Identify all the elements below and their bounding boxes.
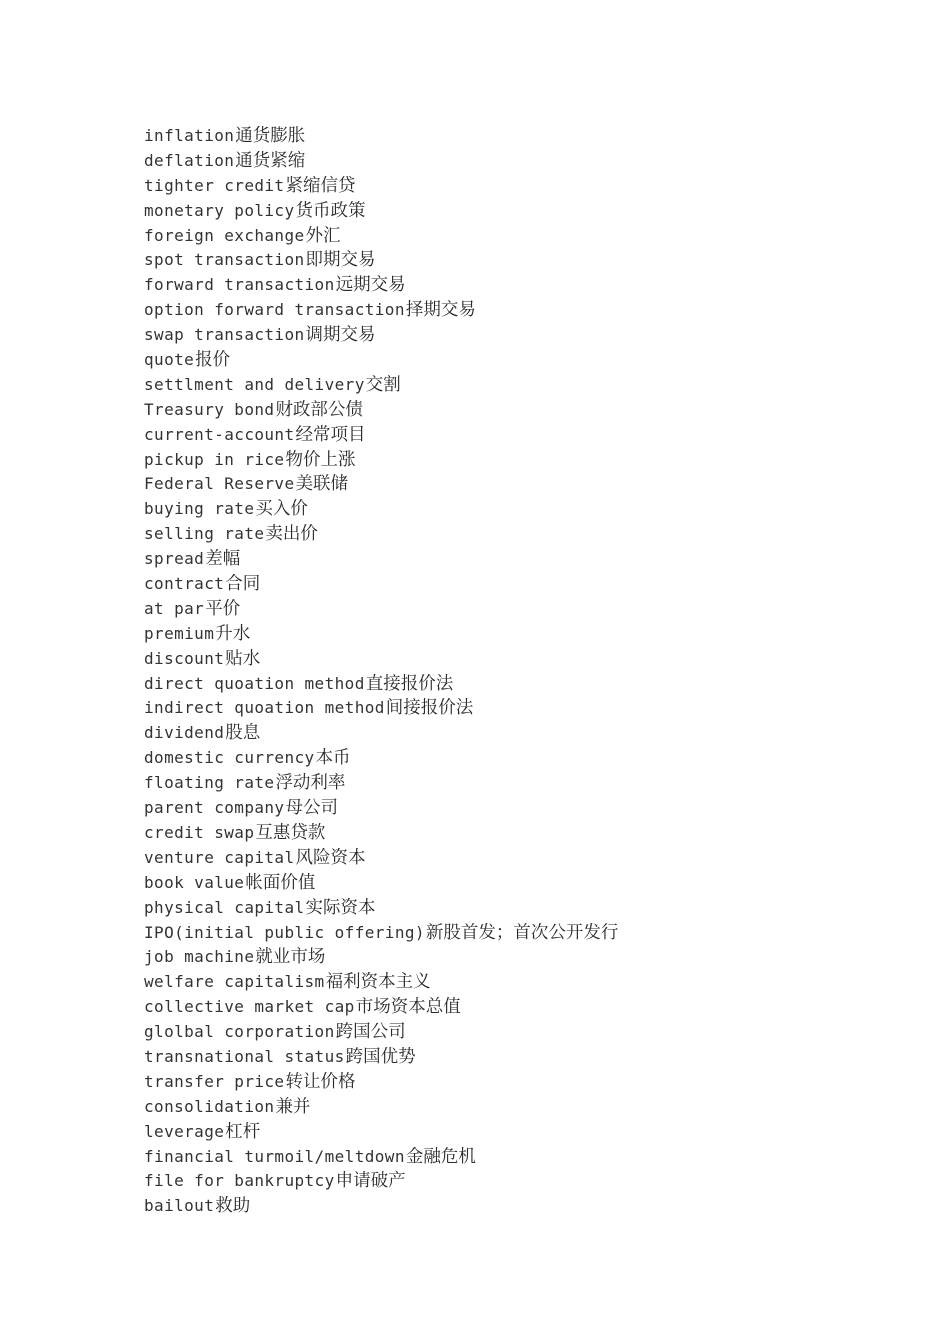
- glossary-entry: [144, 348, 618, 373]
- entry-term: contract: [144, 574, 225, 594]
- entry-term: floating rate: [144, 773, 275, 793]
- glossary-entry: [144, 124, 618, 149]
- glossary-entry: [144, 622, 618, 647]
- entry-term: discount: [144, 648, 225, 668]
- entry-meaning: 母公司: [285, 798, 338, 819]
- entry-meaning: 远期交易: [335, 275, 406, 296]
- entry-term: file for bankruptcy: [144, 1171, 335, 1191]
- glossary-entry: [144, 1120, 618, 1145]
- glossary-entry: [144, 298, 618, 323]
- entry-meaning: 买入价: [255, 499, 308, 520]
- entry-term: IPO(initial public offering): [144, 922, 425, 942]
- glossary-entry: [144, 1045, 618, 1070]
- entry-term: tighter credit: [144, 175, 285, 195]
- entry-term: premium: [144, 623, 215, 643]
- entry-term: parent company: [144, 798, 285, 818]
- entry-meaning: 报价: [195, 350, 231, 371]
- entry-meaning: 风险资本: [295, 847, 366, 868]
- entry-meaning: 转让价格: [285, 1071, 356, 1092]
- entry-meaning: 股息: [225, 723, 261, 744]
- entry-term: spread: [144, 549, 205, 569]
- glossary-entry: [144, 746, 618, 771]
- entry-meaning: 调期交易: [305, 325, 376, 346]
- glossary-entry: [144, 970, 618, 995]
- entry-term: swap transaction: [144, 325, 305, 345]
- glossary-entry: [144, 721, 618, 746]
- entry-term: physical capital: [144, 897, 305, 917]
- glossary-entry: [144, 472, 618, 497]
- entry-term: monetary policy: [144, 200, 295, 220]
- entry-meaning: 经常项目: [295, 424, 366, 445]
- entry-term: quote: [144, 350, 195, 370]
- entry-term: buying rate: [144, 499, 255, 519]
- entry-meaning: 通货膨胀: [235, 126, 306, 146]
- glossary-entry: [144, 497, 618, 522]
- entry-meaning: 帐面价值: [245, 872, 316, 893]
- entry-term: dividend: [144, 723, 225, 743]
- glossary-entry: [144, 871, 618, 896]
- glossary-entry: [144, 846, 618, 871]
- glossary-entry: [144, 647, 618, 672]
- glossary-entry: [144, 373, 618, 398]
- entry-term: inflation: [144, 126, 235, 145]
- glossary-entry: [144, 224, 618, 249]
- entry-meaning: 卖出价: [265, 524, 318, 545]
- glossary-entry: [144, 1194, 618, 1219]
- glossary-entry: [144, 1169, 618, 1194]
- glossary-entry: [144, 448, 618, 473]
- entry-meaning: 货币政策: [295, 200, 366, 221]
- entry-meaning: 福利资本主义: [325, 972, 431, 993]
- glossary-entry: [144, 323, 618, 348]
- glossary-entry: [144, 771, 618, 796]
- glossary-entry: [144, 821, 618, 846]
- entry-term: Treasury bond: [144, 399, 275, 419]
- entry-term: bailout: [144, 1196, 215, 1216]
- glossary-list: [144, 124, 618, 1219]
- glossary-entry: [144, 896, 618, 921]
- glossary-entry: [144, 995, 618, 1020]
- glossary-entry: [144, 696, 618, 721]
- entry-meaning: 救助: [215, 1196, 251, 1217]
- entry-meaning: 跨国优势: [345, 1046, 416, 1067]
- entry-term: welfare capitalism: [144, 972, 325, 992]
- entry-term: option forward transaction: [144, 300, 405, 320]
- glossary-entry: [144, 796, 618, 821]
- entry-meaning: 通货紧缩: [235, 150, 306, 171]
- entry-meaning: 兼并: [275, 1096, 311, 1117]
- entry-term: foreign exchange: [144, 225, 305, 245]
- entry-term: consolidation: [144, 1096, 275, 1116]
- entry-term: pickup in rice: [144, 449, 285, 469]
- entry-meaning: 择期交易: [405, 300, 476, 321]
- entry-term: Federal Reserve: [144, 474, 295, 494]
- entry-meaning: 差幅: [205, 549, 241, 570]
- entry-meaning: 即期交易: [305, 250, 376, 271]
- glossary-entry: [144, 248, 618, 273]
- entry-term: financial turmoil/meltdown: [144, 1146, 405, 1166]
- entry-term: direct quoation method: [144, 673, 365, 693]
- entry-term: indirect quoation method: [144, 698, 385, 718]
- glossary-entry: [144, 547, 618, 572]
- entry-meaning: 新股首发；首次公开发行: [425, 922, 619, 943]
- entry-term: at par: [144, 598, 205, 618]
- entry-meaning: 交割: [365, 374, 401, 395]
- entry-meaning: 实际资本: [305, 897, 376, 918]
- entry-meaning: 物价上涨: [285, 449, 356, 470]
- glossary-entry: [144, 1145, 618, 1170]
- entry-meaning: 升水: [215, 623, 251, 644]
- glossary-entry: [144, 273, 618, 298]
- entry-meaning: 本币: [315, 748, 351, 769]
- entry-meaning: 平价: [205, 598, 241, 619]
- entry-meaning: 贴水: [225, 648, 261, 669]
- entry-meaning: 合同: [225, 574, 261, 595]
- entry-term: transfer price: [144, 1071, 285, 1091]
- glossary-entry: [144, 1095, 618, 1120]
- entry-term: book value: [144, 872, 245, 892]
- entry-term: credit swap: [144, 822, 255, 842]
- entry-term: collective market cap: [144, 997, 355, 1017]
- entry-term: glolbal corporation: [144, 1022, 335, 1042]
- glossary-entry: [144, 398, 618, 423]
- entry-term: forward transaction: [144, 275, 335, 295]
- entry-term: spot transaction: [144, 250, 305, 270]
- entry-term: venture capital: [144, 847, 295, 867]
- entry-term: transnational status: [144, 1046, 345, 1066]
- entry-meaning: 市场资本总值: [355, 997, 461, 1018]
- entry-meaning: 就业市场: [255, 947, 326, 968]
- glossary-entry: [144, 1070, 618, 1095]
- entry-meaning: 杠杆: [225, 1121, 261, 1142]
- glossary-entry: [144, 423, 618, 448]
- glossary-entry: [144, 945, 618, 970]
- glossary-entry: [144, 522, 618, 547]
- glossary-entry: [144, 149, 618, 174]
- entry-term: leverage: [144, 1121, 225, 1141]
- entry-meaning: 金融危机: [405, 1146, 476, 1167]
- entry-meaning: 财政部公债: [275, 399, 363, 420]
- entry-term: deflation: [144, 150, 235, 170]
- glossary-entry: [144, 921, 618, 946]
- entry-term: current-account: [144, 424, 295, 444]
- entry-meaning: 申请破产: [335, 1171, 406, 1192]
- entry-meaning: 跨国公司: [335, 1022, 406, 1043]
- entry-meaning: 美联储: [295, 474, 348, 495]
- glossary-entry: [144, 199, 618, 224]
- glossary-entry: [144, 1020, 618, 1045]
- entry-term: domestic currency: [144, 748, 315, 768]
- glossary-entry: [144, 174, 618, 199]
- glossary-entry: [144, 597, 618, 622]
- entry-meaning: 外汇: [305, 225, 341, 246]
- entry-meaning: 紧缩信贷: [285, 175, 356, 196]
- glossary-entry: [144, 572, 618, 597]
- entry-meaning: 互惠贷款: [255, 822, 326, 843]
- entry-meaning: 间接报价法: [385, 698, 474, 719]
- entry-term: job machine: [144, 947, 255, 967]
- glossary-entry: [144, 672, 618, 697]
- entry-meaning: 浮动利率: [275, 773, 346, 794]
- entry-term: settlment and delivery: [144, 374, 365, 394]
- entry-meaning: 直接报价法: [365, 673, 454, 694]
- entry-term: selling rate: [144, 524, 265, 544]
